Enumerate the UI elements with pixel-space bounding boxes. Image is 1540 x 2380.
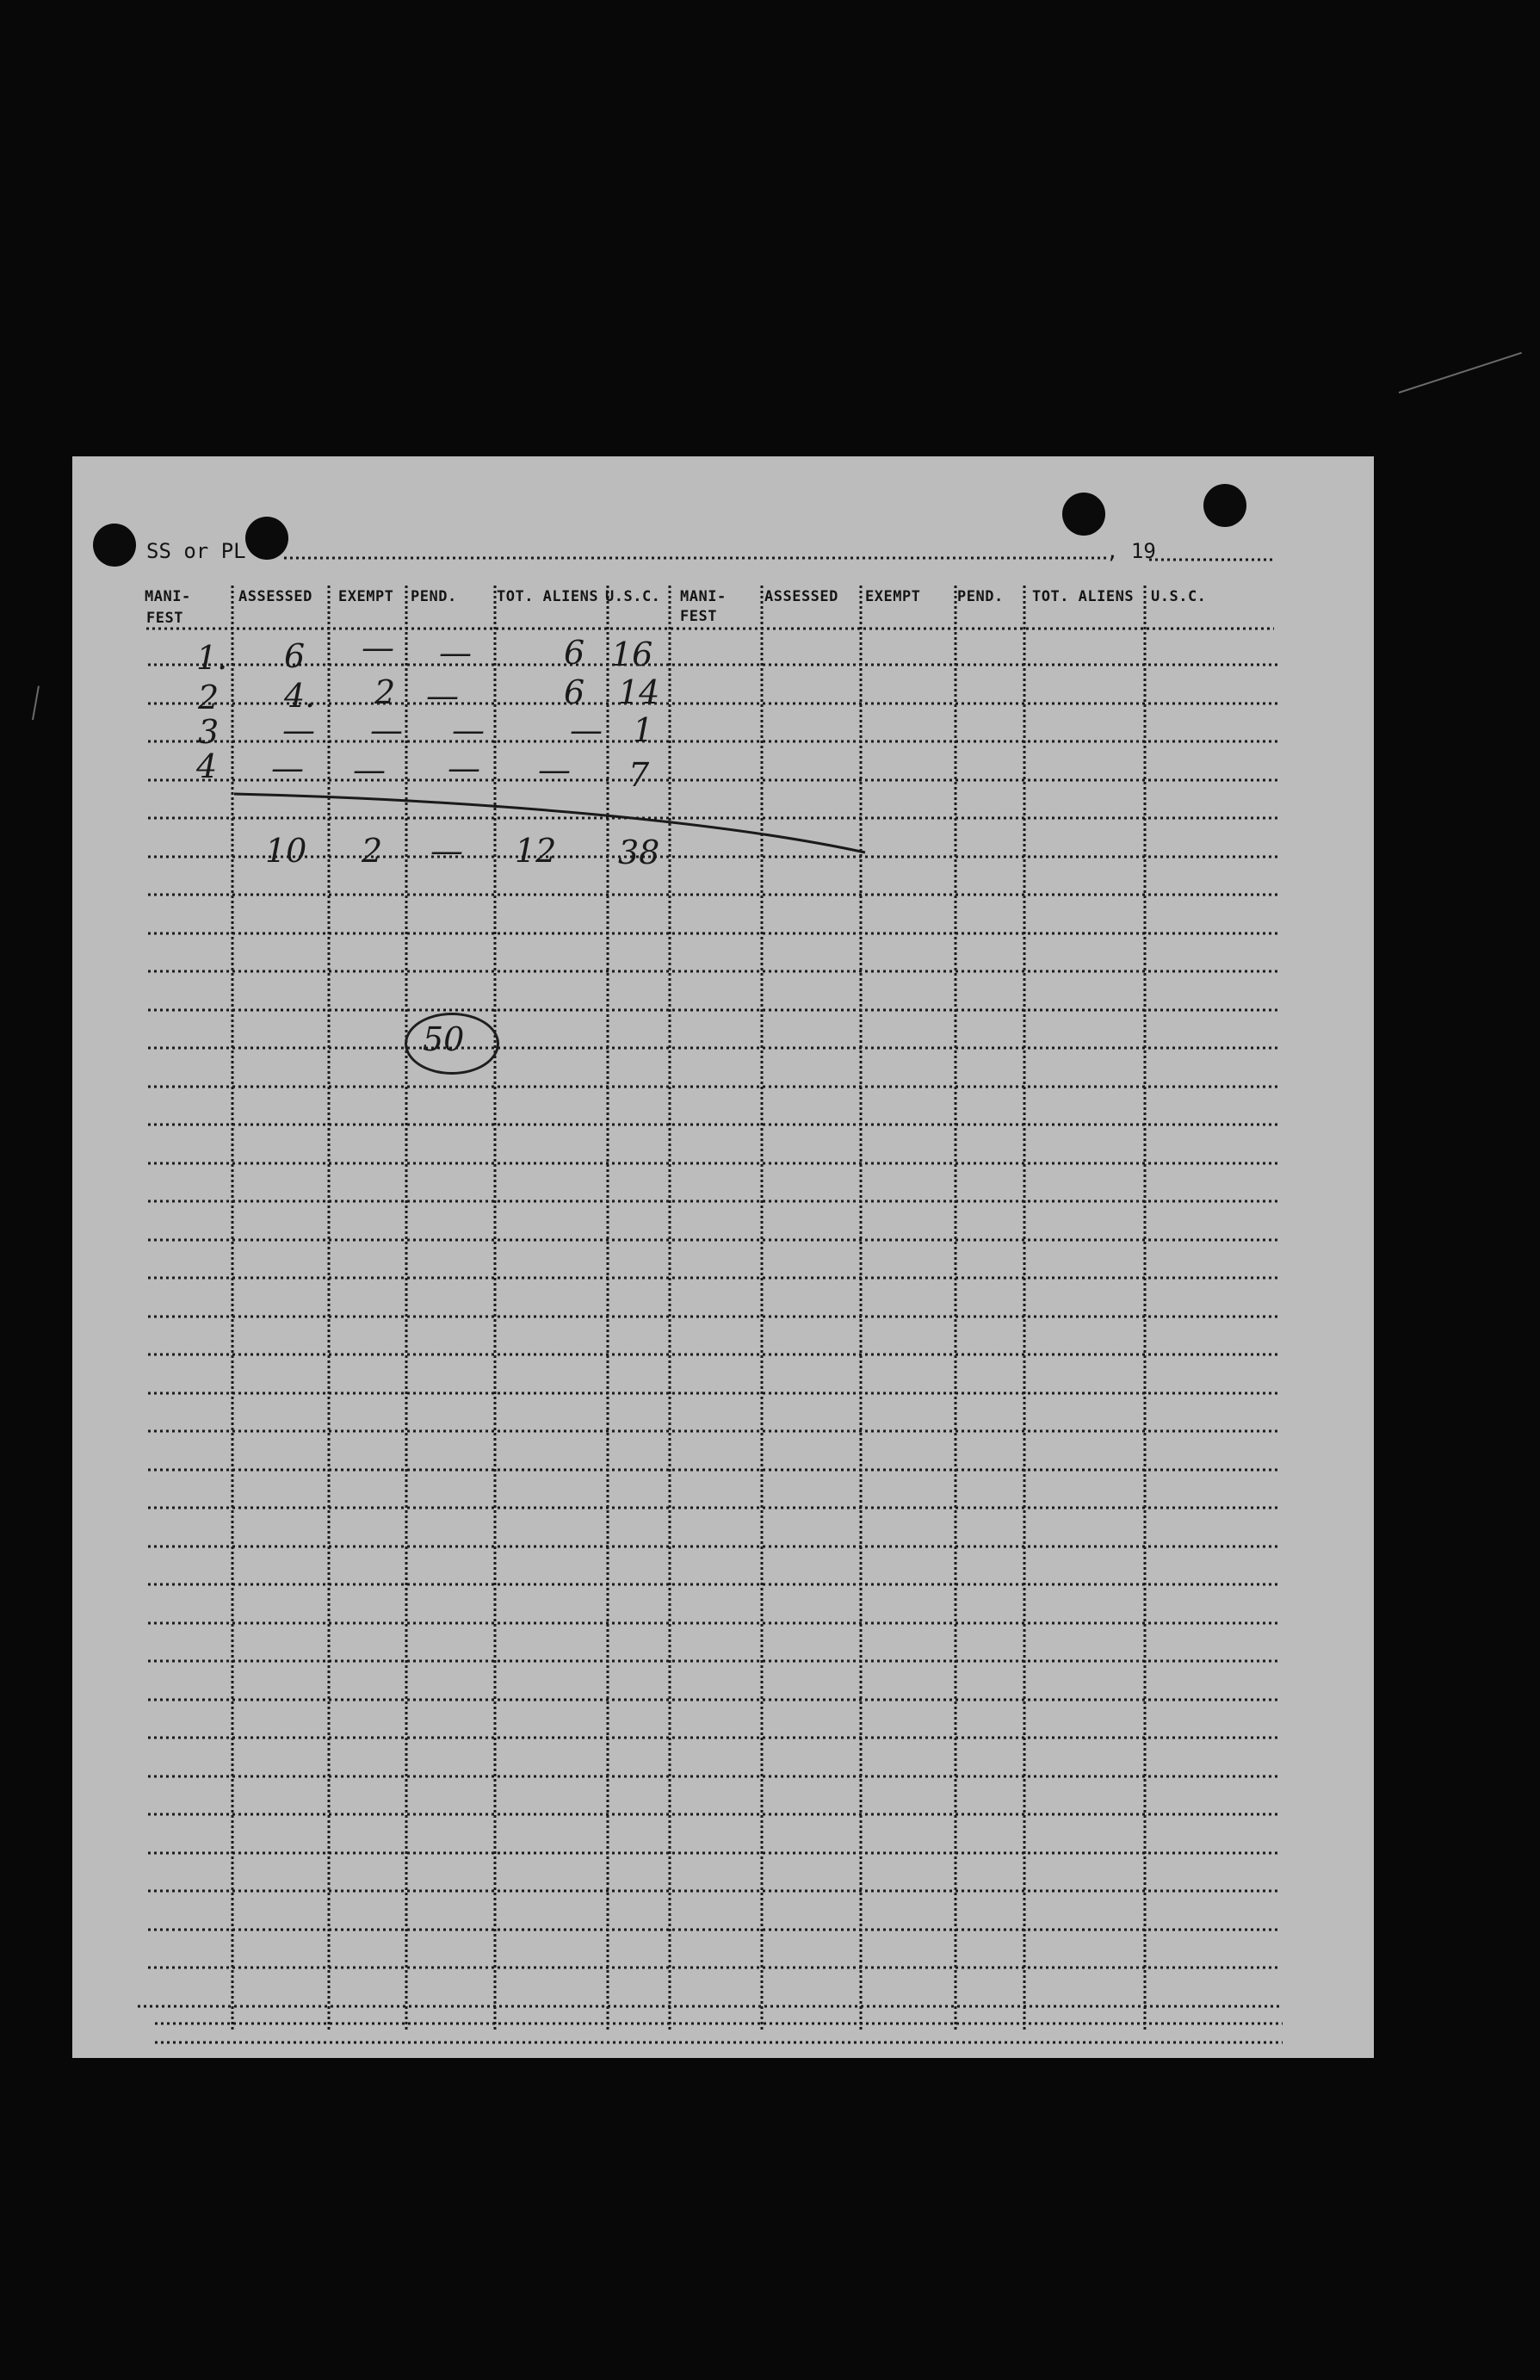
hw-tot-aliens: —	[538, 751, 571, 789]
col-header-manifest-right: MANI-	[680, 588, 727, 605]
hw-grand-total: 50	[423, 1020, 465, 1058]
hw-total-assessed: 10	[265, 832, 307, 870]
hw-manifest: 2	[198, 679, 220, 716]
col-header-exempt: EXEMPT	[338, 588, 394, 605]
hw-exempt: —	[353, 751, 386, 789]
hw-pend: —	[439, 634, 472, 672]
hw-total-pend: —	[430, 832, 463, 870]
col-header-usc-right: U.S.C.	[1151, 588, 1207, 605]
hw-assessed: 4.	[284, 677, 316, 715]
hw-total-usc: 38	[618, 834, 660, 871]
col-header-tot-aliens-right: TOT. ALIENS	[1032, 588, 1135, 605]
col-header-manifest-line2: FEST	[146, 610, 183, 627]
year-label: , 19	[1106, 539, 1156, 563]
col-header-assessed-right: ASSESSED	[764, 588, 838, 605]
hw-pend: —	[452, 711, 485, 749]
col-header-assessed: ASSESSED	[238, 588, 312, 605]
hw-assessed: 6	[284, 637, 306, 675]
hw-assessed: —	[271, 749, 304, 787]
hw-usc: 7	[628, 756, 650, 794]
hw-tot-aliens: —	[570, 711, 603, 749]
hw-manifest: 3	[198, 713, 220, 751]
col-header-manifest: MANI-	[145, 588, 191, 605]
hw-usc: 16	[611, 635, 653, 673]
hw-tot-aliens: 6	[564, 673, 585, 711]
grand-total-circle	[405, 1013, 499, 1075]
hw-exempt: —	[362, 629, 394, 666]
hw-pend: —	[448, 749, 480, 787]
hw-total-tot-aliens: 12	[515, 832, 557, 870]
col-header-manifest-right-line2: FEST	[680, 608, 717, 625]
col-header-tot-aliens: TOT. ALIENS	[497, 588, 599, 605]
hw-exempt: —	[370, 711, 403, 749]
col-header-usc: U.S.C.	[605, 588, 661, 605]
hw-assessed: —	[282, 711, 315, 749]
col-header-exempt-right: EXEMPT	[865, 588, 921, 605]
hw-usc: 14	[618, 673, 660, 711]
col-header-pend: PEND.	[411, 588, 457, 605]
vessel-label: SS or PL	[146, 539, 246, 563]
hw-manifest: 1.	[196, 639, 228, 677]
hw-tot-aliens: 6	[564, 634, 585, 672]
hw-exempt: 2	[374, 673, 396, 711]
hw-total-exempt: 2	[362, 832, 383, 870]
hw-usc: 1	[633, 711, 654, 749]
hw-manifest: 4	[196, 747, 218, 785]
hw-pend: —	[426, 677, 459, 715]
col-header-pend-right: PEND.	[957, 588, 1004, 605]
